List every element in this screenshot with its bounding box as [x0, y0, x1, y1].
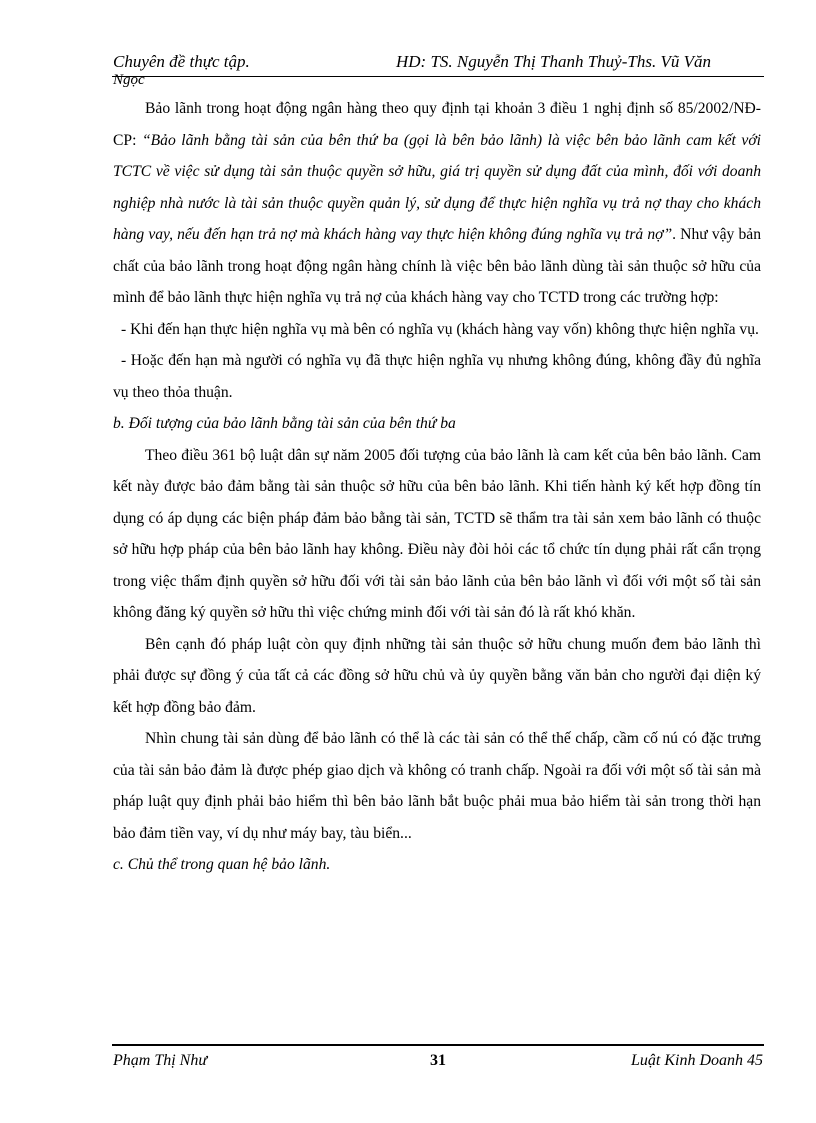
- paragraph-1-quote: “Bảo lãnh bằng tài sản của bên thứ ba (gọi là bên bảo lãnh) là việc bên bảo lãnh cam kết với TCTC về việc sử dụng tài sản thuộc quyền sở hữu, giá trị quyền sử dụng đất của mình, đối với doanh nghiệp nhà nước là tài sản thuộc quyền quản lý, sử dụng để thực hiện nghĩa vụ trả nợ thay cho khách hàng vay, nếu đến hạn trả nợ mà khách hàng vay thực hiện không đúng nghĩa vụ trả nợ”: [113, 131, 761, 243]
- paragraph-2: Theo điều 361 bộ luật dân sự năm 2005 đối tượng của bảo lãnh là cam kết của bên bảo lãnh. Cam kết này được bảo đảm bằng tài sản thuộc sở hữu của bên bảo lãnh. Khi tiến hành ký kết hợp đồng tín dụng có áp dụng các biện pháp đảm bảo bằng tài sản, TCTD sẽ thẩm tra tài sản xem bảo lãnh có thuộc sở hữu hợp pháp của bên bảo lãnh hay không. Điều này đòi hỏi các tổ chức tín dụng phải rất cẩn trọng trong việc thẩm định quyền sở hữu đối với tài sản bảo lãnh của bên bảo lãnh vì đối với một số tài sản không đăng ký quyền sở hữu thì việc chứng minh đối với tài sản đó là rất khó khăn.: [113, 446, 761, 621]
- dash-item-2: - Hoặc đến hạn mà người có nghĩa vụ đã thực hiện nghĩa vụ nhưng không đúng, không đầy đủ nghĩa vụ theo thỏa thuận.: [113, 352, 761, 401]
- section-heading-b: b. Đối tượng của bảo lãnh bằng tài sản của bên thứ ba: [113, 415, 456, 432]
- header-divider: [112, 76, 764, 77]
- paragraph-1: [113, 93, 761, 314]
- section-heading-c: c. Chủ thể trong quan hệ bảo lãnh.: [113, 856, 331, 873]
- dash-item-1: - Khi đến hạn thực hiện nghĩa vụ mà bên có nghĩa vụ (khách hàng vay vốn) không thực hiện nghĩa vụ.: [121, 320, 759, 338]
- footer-author: Phạm Thị Như: [113, 1052, 208, 1069]
- header-wrap: Ngọc: [113, 72, 145, 88]
- paragraph-1-intro: Bảo lãnh trong hoạt động ngân hàng theo quy định tại khoản 3 điều 1 nghị định số 85/2002/NĐ-CP:: [113, 100, 761, 149]
- header-right: HD: TS. Nguyễn Thị Thanh Thuỷ-Ths. Vũ Văn: [396, 52, 711, 71]
- footer-class: Luật Kinh Doanh 45: [630, 1052, 763, 1069]
- paragraph-4: Nhìn chung tài sản dùng để bảo lãnh có thể là các tài sản có thể thế chấp, cầm cố nú có đặc trưng của tài sản bảo đảm là được phép giao dịch và không có tranh chấp. Ngoài ra đối với một số tài sản mà pháp luật quy định phải bảo hiểm thì bên bảo lãnh bắt buộc phải mua bảo hiểm tài sản trong thời hạn bảo đảm tiền vay, ví dụ như máy bay, tàu biển...: [113, 730, 761, 842]
- page-body: [113, 93, 761, 881]
- footer-divider: [112, 1044, 764, 1046]
- page-number: 31: [430, 1052, 446, 1069]
- page-footer: [113, 1052, 763, 1072]
- paragraph-3: Bên cạnh đó pháp luật còn quy định những tài sản thuộc sở hữu chung muốn đem bảo lãnh thì phải được sự đồng ý của tất cả các đồng sở hữu chủ và ủy quyền bằng văn bản cho người đại diện ký kết hợp đồng bảo đảm.: [113, 635, 761, 716]
- header-left: Chuyên đề thực tập.: [113, 52, 250, 71]
- paragraph-1-rest: . Như vậy bản chất của bảo lãnh trong hoạt động ngân hàng chính là việc bên bảo lãnh dùng tài sản thuộc sở hữu của mình để bảo lãnh thực hiện nghĩa vụ trả nợ của khách hàng vay cho TCTD trong các trường hợp:: [113, 226, 761, 306]
